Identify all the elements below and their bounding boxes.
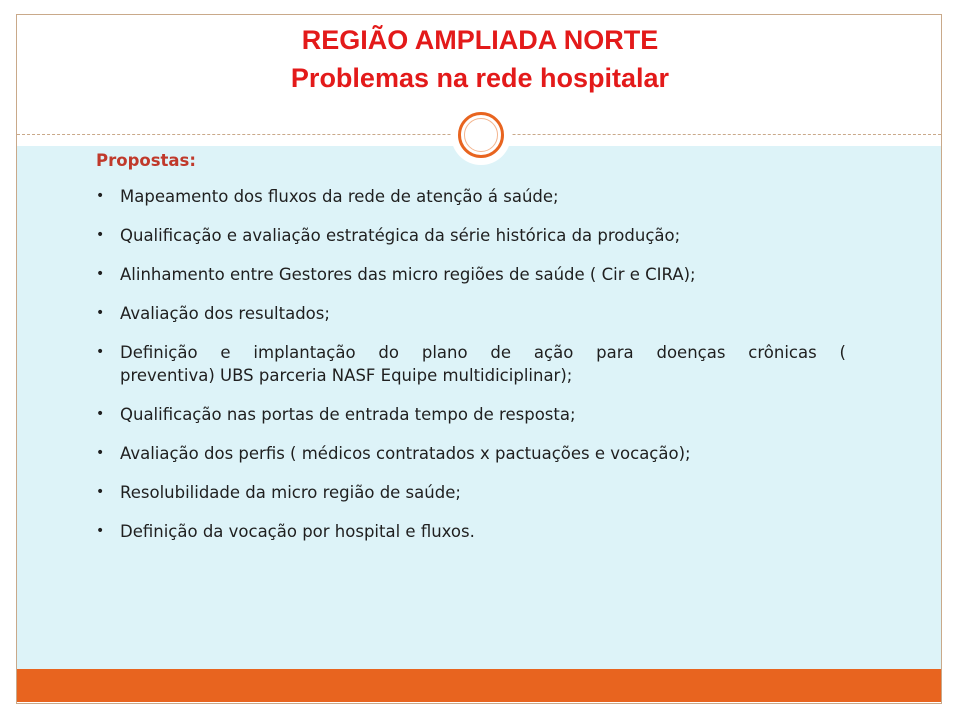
list-item-text: Resolubilidade da micro região de saúde; <box>120 483 461 502</box>
slide-subtitle: Problemas na rede hospitalar <box>290 63 670 93</box>
bullet-icon: • <box>96 344 105 360</box>
list-item <box>96 481 846 504</box>
list-item-text-line1: Definição e implantação do plano de ação para doenças crônicas ( <box>120 343 846 362</box>
bullet-icon: • <box>96 445 105 461</box>
bullet-icon: • <box>96 484 105 500</box>
list-item <box>96 185 846 208</box>
proposals-section <box>96 150 846 559</box>
list-item-text: Definição da vocação por hospital e fluxos. <box>120 522 475 541</box>
list-item <box>96 263 846 286</box>
list-item-text: Alinhamento entre Gestores das micro regiões de saúde ( Cir e CIRA); <box>120 265 696 284</box>
list-item <box>96 302 846 325</box>
list-item-text: Mapeamento dos fluxos da rede de atenção á saúde; <box>120 187 559 206</box>
list-item-text: Avaliação dos perfis ( médicos contratados x pactuações e vocação); <box>120 444 691 463</box>
footer-bar <box>17 669 941 702</box>
list-item <box>96 520 846 543</box>
list-item-text-line2: preventiva) UBS parceria NASF Equipe multidiciplinar); <box>120 366 573 385</box>
bullet-icon: • <box>96 266 105 282</box>
bullet-icon: • <box>96 227 105 243</box>
bullet-icon: • <box>96 305 105 321</box>
bullet-icon: • <box>96 406 105 422</box>
list-item-text: Qualificação e avaliação estratégica da série histórica da produção; <box>120 226 681 245</box>
proposals-list <box>96 185 846 543</box>
bullet-icon: • <box>96 523 105 539</box>
list-item-text: Avaliação dos resultados; <box>120 304 330 323</box>
proposals-label: Propostas: <box>96 151 196 170</box>
list-item <box>96 341 846 387</box>
slide-title: REGIÃO AMPLIADA NORTE <box>301 25 659 55</box>
list-item-text: Qualificação nas portas de entrada tempo de resposta; <box>120 405 576 424</box>
bullet-icon: • <box>96 188 105 204</box>
list-item <box>96 403 846 426</box>
list-item <box>96 224 846 247</box>
list-item <box>96 442 846 465</box>
